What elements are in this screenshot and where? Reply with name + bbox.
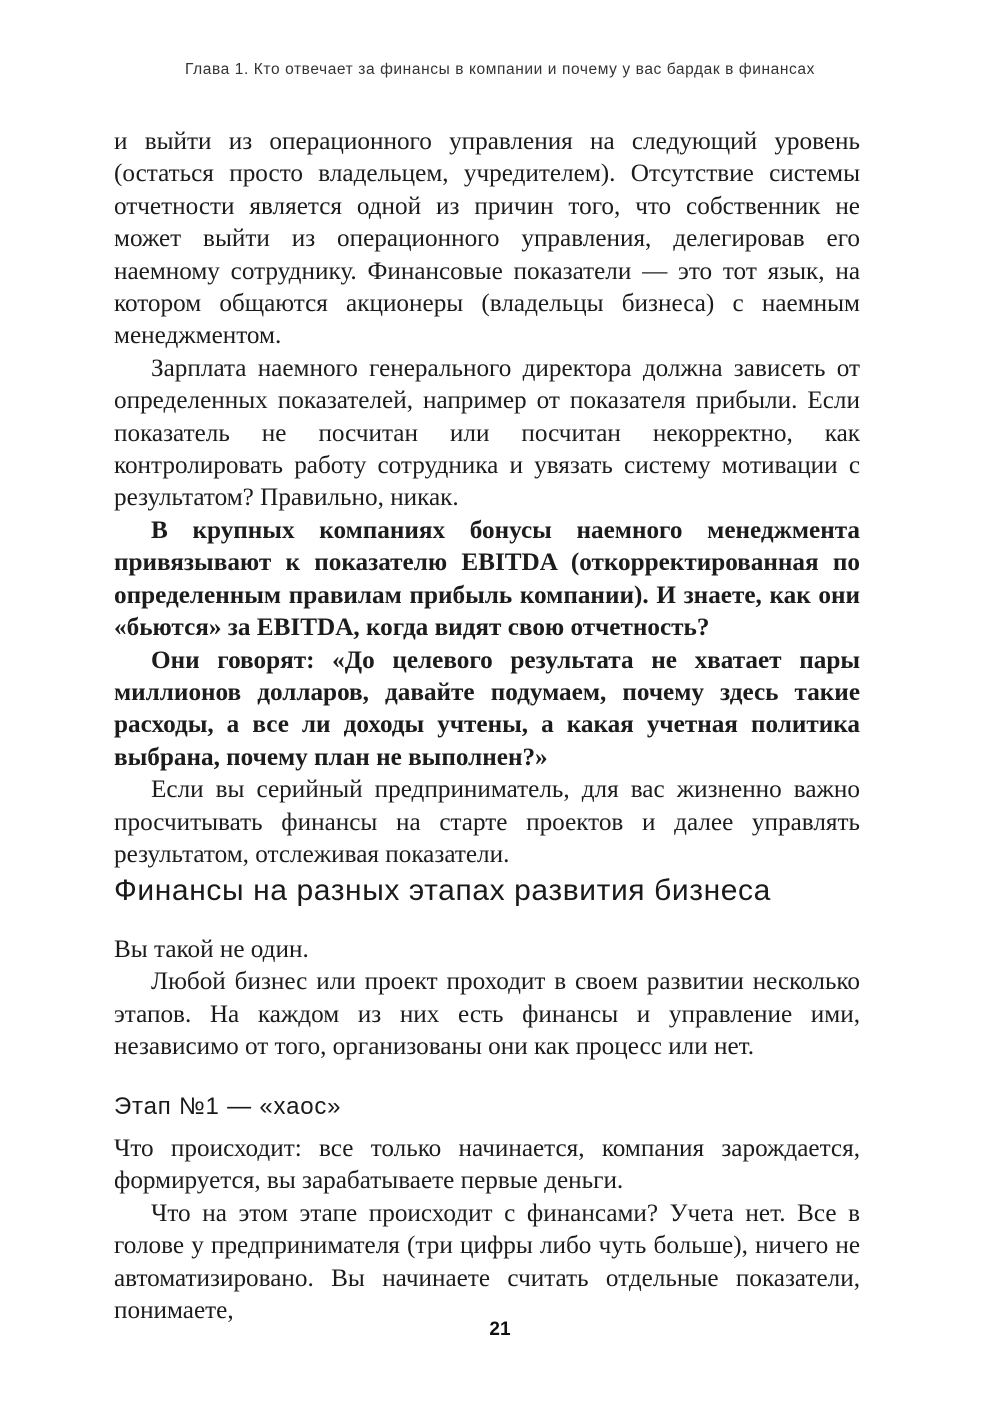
text-block-chaos: [114, 1133, 860, 1327]
paragraph-not-alone: Вы такой не один.: [114, 936, 309, 963]
paragraph-ebitda-bonus: В крупных компаниях бонусы наемного менеджмента привязывают к показателю EBITDA (откорректированная по определенным правилам прибыль компании). И знаете, как они «бьются» за EBITDA, когда видят свою отчетность?: [114, 516, 860, 642]
paragraph-business-stages: Любой бизнес или проект проходит в своем развитии несколько этапов. На каждом из них есть финансы и управление ими, независимо от того, организованы они как процесс или нет.: [114, 968, 860, 1061]
paragraph-serial-entrepreneur: Если вы серийный предприниматель, для вас жизненно важно просчитывать финансы на старте проектов и далее управлять результатом, отслеживая показатели.: [114, 776, 860, 868]
page-number: 21: [489, 1319, 511, 1340]
section-heading: Финансы на разных этапах развития бизнеса: [114, 874, 771, 907]
running-head: Глава 1. Кто отвечает за финансы в компании и почему у вас бардак в финансах: [185, 61, 815, 78]
subsection-heading: Этап №1 — «хаос»: [114, 1093, 342, 1120]
text-block-stages: [114, 934, 860, 1064]
text-block-intro: [114, 126, 860, 871]
paragraph-quote: Они говорят: «До целевого результата не хватает пары миллионов долларов, давайте подумаем, почему здесь такие расходы, а все ли доходы учтены, а какая учетная политика выбрана, почему план не выполнен?»: [114, 646, 860, 771]
paragraph-continuation: и выйти из операционного управления на следующий уровень (остаться просто владельцем, учредителем). Отсутствие системы отчетности является одной из причин того, что собственник не может выйти из операционного управления, делегировав его наемному сотруднику. Финансовые показатели — это тот язык, на котором общаются акционеры (владельцы бизнеса) с наемным менеджментом.: [114, 128, 860, 350]
paragraph-finances-chaos: Что на этом этапе происходит с финансами? Учета нет. Все в голове у предпринимателя (три цифры либо чуть больше), ничего не автоматизировано. Вы начинаете считать отдельные показатели, понимаете,: [114, 1199, 860, 1325]
paragraph-ceo-salary: Зарплата наемного генерального директора должна зависеть от определенных показателей, например от показателя прибыли. Если показатель не посчитан или посчитан некорректно, как контролировать работу сотрудника и увязать систему мотивации с результатом? Правильно, никак.: [114, 354, 860, 512]
paragraph-what-happens: Что происходит: все только начинается, компания зарождается, формируется, вы зарабатываете первые деньги.: [114, 1135, 860, 1195]
